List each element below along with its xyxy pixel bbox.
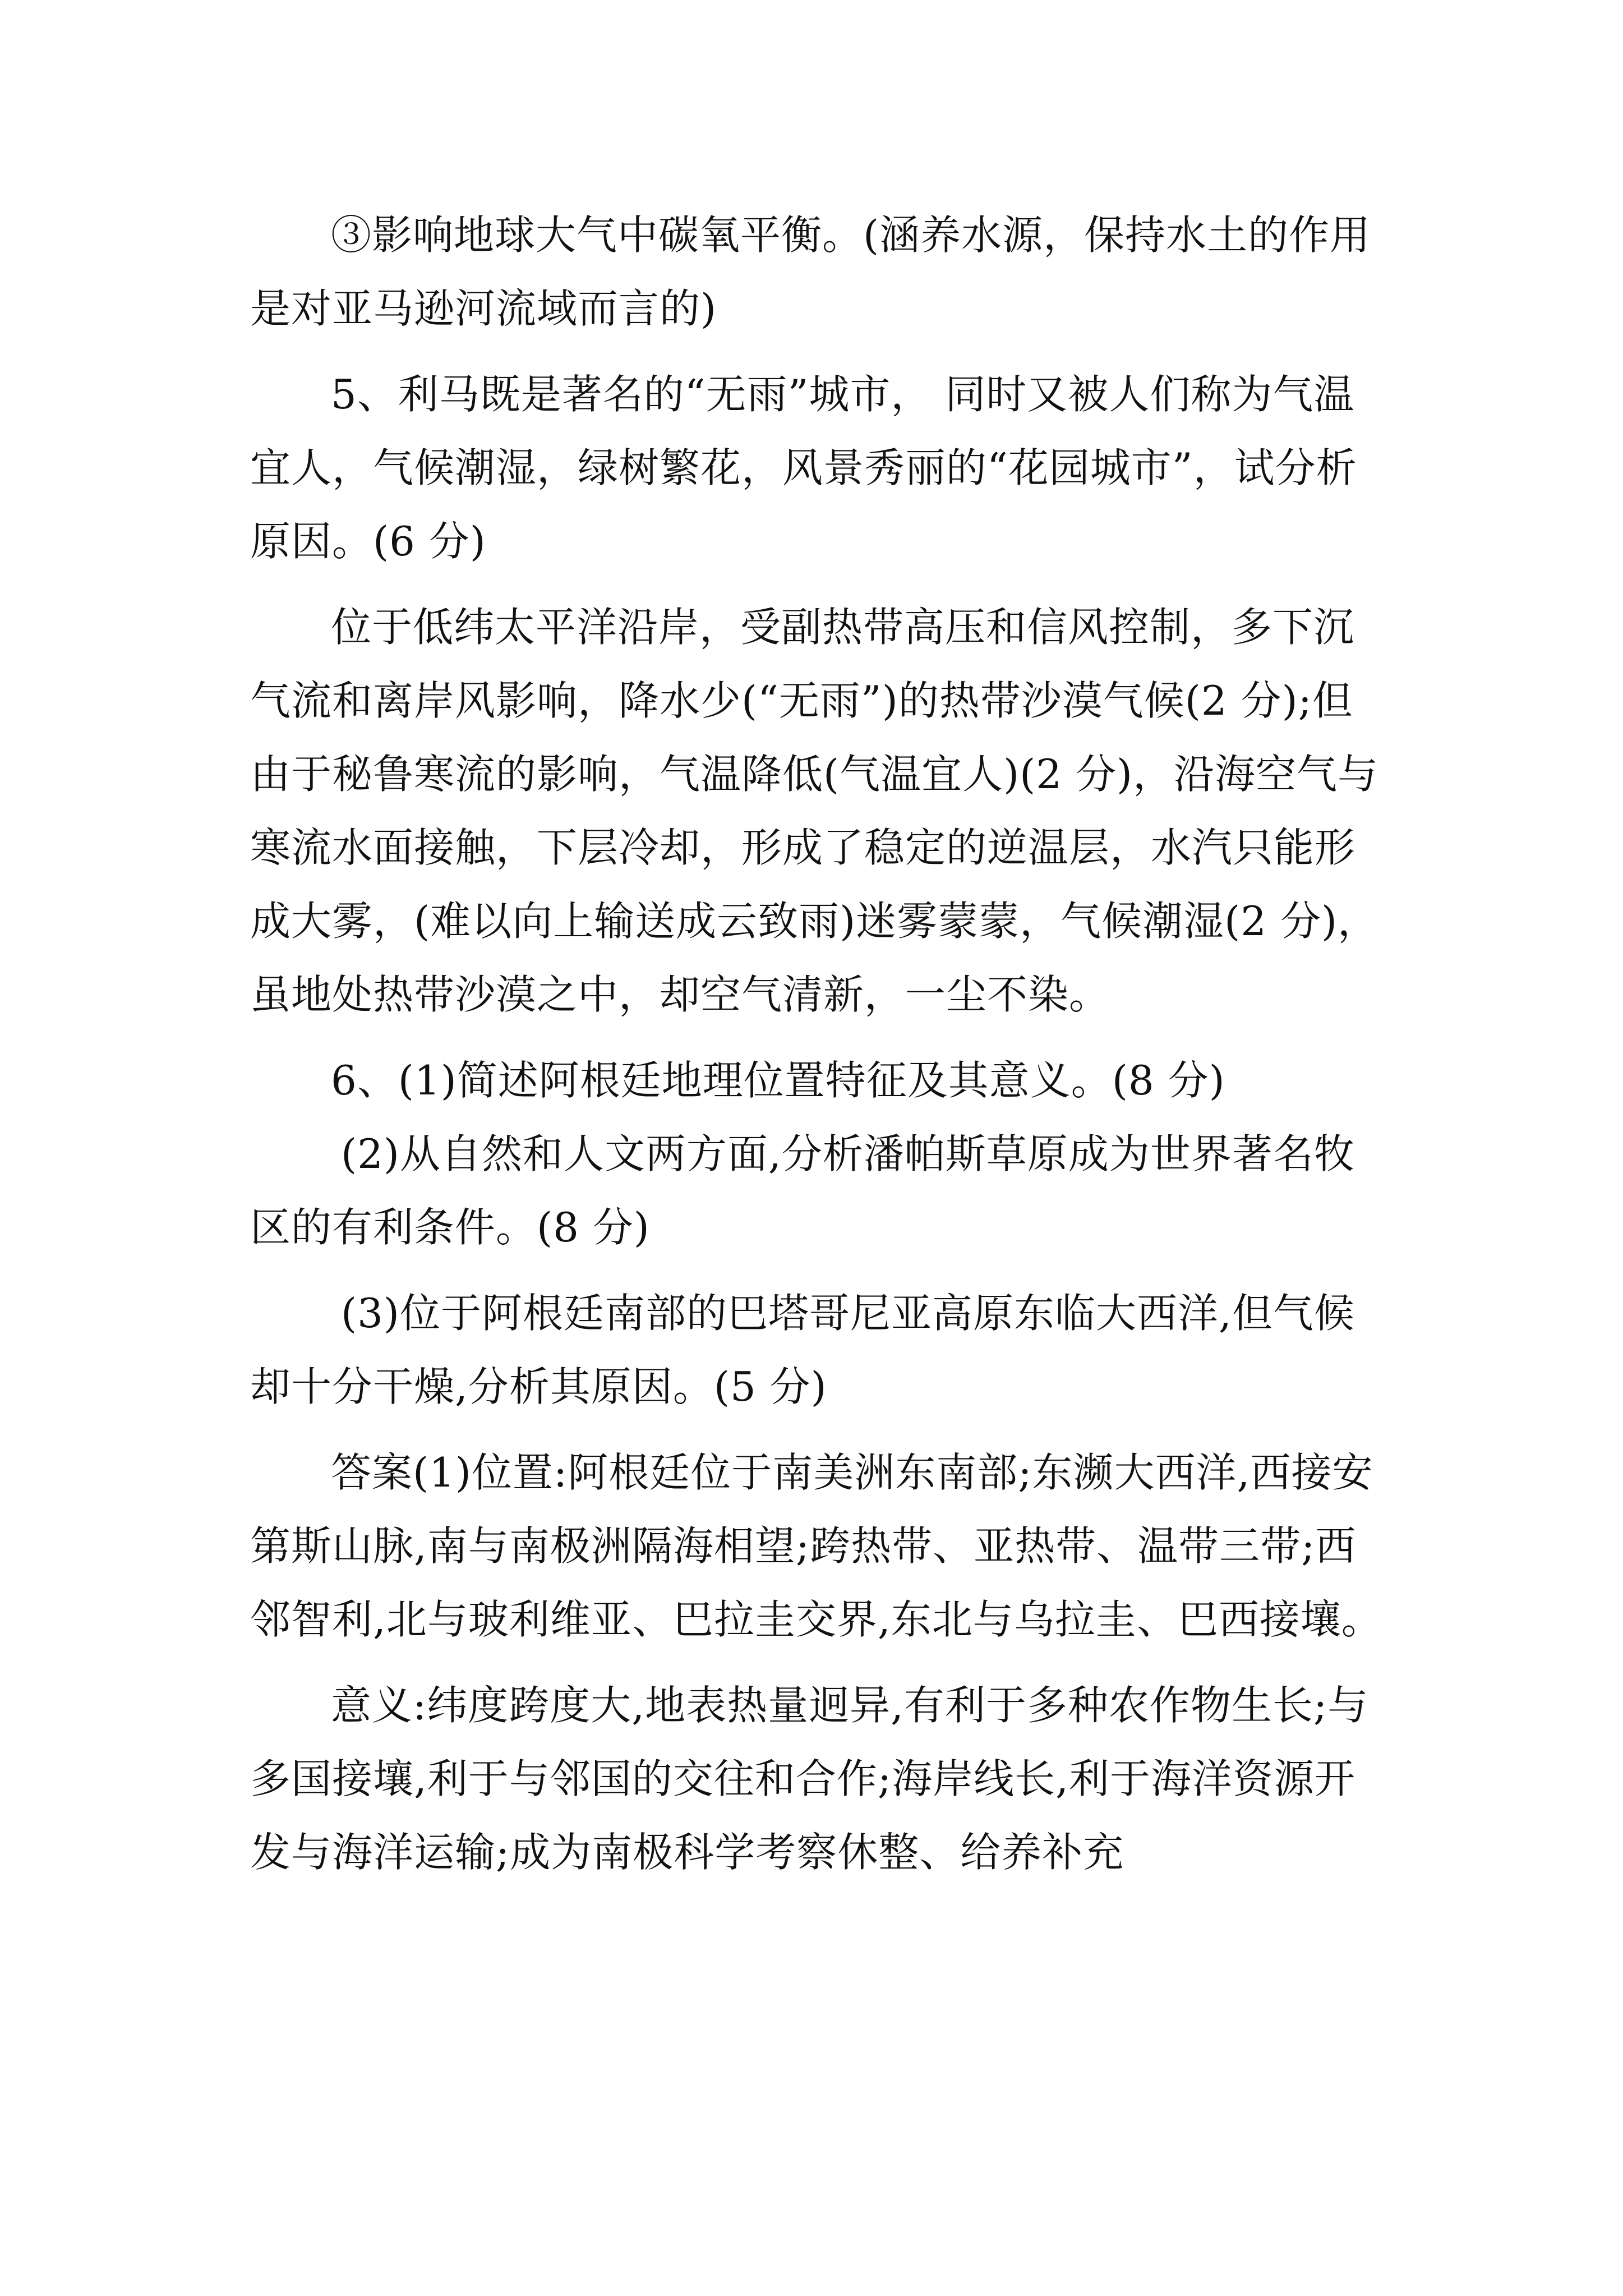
answer-5: 位于低纬太平洋沿岸，受副热带高压和信风控制，多下沉气流和离岸风影响，降水少(“无雨”)的热带沙漠气候(2 分);但由于秘鲁寒流的影响，气温降低(气温宜人)(2 分)，沿海空气与寒流水面接触，下层冷却，形成了稳定的逆温层，水汽只能形成大雾，(难以向上输送成云致雨)迷雾蒙蒙，气候潮湿(2 分)，虽地处热带沙漠之中，却空气清新，一尘不染。 (250, 604, 1379, 1018)
answer-6-significance: 意义:纬度跨度大,地表热量迥异,有利于多种农作物生长;与多国接壤,利于与邻国的交往和合作;海岸线长,利于海洋资源开发与海洋运输;成为南极科学考察休整、给养补充 (250, 1682, 1369, 1876)
question-6-3: (3)位于阿根廷南部的巴塔哥尼亚高原东临大西洋,但气候却十分干燥,分析其原因。(5 分) (250, 1290, 1355, 1410)
answer-6-position: 答案(1)位置:阿根廷位于南美洲东南部;东濒大西洋,西接安第斯山脉,南与南极洲隔海相望;跨热带、亚热带、温带三带;西邻智利,北与玻利维亚、巴拉圭交界,东北与乌拉圭、巴西接壤。 (250, 1449, 1382, 1643)
question-6-1: 6、(1)简述阿根廷地理位置特征及其意义。(8 分) (331, 1057, 1225, 1104)
question-5: 5、利马既是著名的“无雨”城市， 同时又被人们称为气温宜人，气候潮湿，绿树繁花，风景秀丽的“花园城市”，试分析原因。(6 分) (250, 371, 1357, 565)
paragraph-carbon-oxygen: ③影响地球大气中碳氧平衡。(涵养水源，保持水土的作用是对亚马逊河流域而言的) (250, 211, 1371, 332)
document-page (250, 199, 1389, 1889)
question-6-2: (2)从自然和人文两方面,分析潘帕斯草原成为世界著名牧区的有利条件。(8 分) (250, 1130, 1355, 1251)
